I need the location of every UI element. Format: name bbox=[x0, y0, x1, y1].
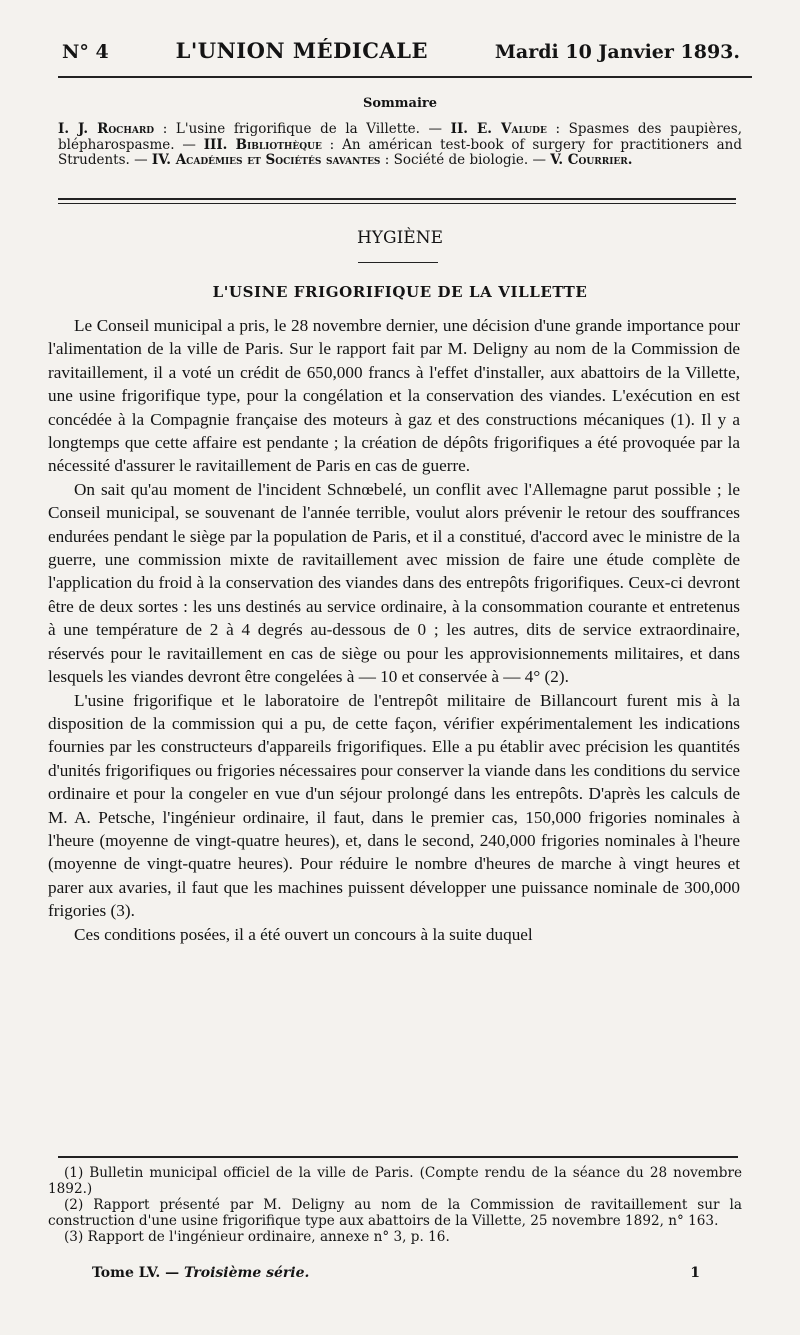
section-heading: HYGIÈNE bbox=[356, 228, 444, 248]
volume-label: Tome LV. — bbox=[92, 1265, 184, 1281]
footnote: (3) Rapport de l'ingénieur ordinaire, annexe n° 3, p. 16. bbox=[64, 1229, 450, 1245]
sommaire-title: Sommaire bbox=[362, 96, 438, 111]
page-number: 1 bbox=[690, 1265, 700, 1281]
sommaire-item4-label: IV. Académies et Sociétés savantes bbox=[151, 152, 381, 168]
sommaire-item1-label: I. J. Rochard bbox=[58, 121, 155, 137]
issue-number: N° 4 bbox=[62, 41, 109, 63]
sommaire-item2-text: : Spasmes des paupières, blépharospasme. — bbox=[58, 121, 742, 153]
sommaire-item4-text: : Société de biologie. — bbox=[380, 152, 551, 168]
page-header bbox=[62, 38, 740, 68]
journal-title: L'UNION MÉDICALE bbox=[175, 38, 428, 63]
paragraph: Ces conditions posées, il a été ouvert un concours à la suite duquel bbox=[74, 924, 533, 944]
sommaire-item3-text: : An américan test-book of surgery for practitioners and Strudents. — bbox=[58, 136, 742, 168]
article-body bbox=[48, 314, 740, 946]
sommaire-item3-label: III. Bibliothèque bbox=[203, 136, 322, 153]
footnotes bbox=[48, 1165, 742, 1245]
paragraph: Le Conseil municipal a pris, le 28 novembre dernier, une décision d'une grande importance pour l'alimentation de la ville de Paris. Sur le rapport fait par M. Deligny au nom de la Commission de ravitaillement, il a voté un crédit de 650,000 francs à l'effet d'installer, aux abattoirs de la Villette, une usine frigorifique type, pour la congélation et la conservation des viandes. L'exécution en est concédée à la Compagnie française des moteurs à gaz et des constructions mécaniques (1). Il y a longtemps que cette affaire est pendante ; la création de dépôts frigorifiques a été provoquée par la nécessité d'assurer le ravitaillement de Paris en cas de guerre. bbox=[48, 316, 740, 476]
issue-date: Mardi 10 Janvier 1893. bbox=[494, 41, 740, 63]
footnote: (1) Bulletin municipal officiel de la ville de Paris. (Compte rendu de la séance du 28 novembre 1892.) bbox=[48, 1165, 742, 1197]
footnote-rule bbox=[58, 1156, 738, 1158]
footnote: (2) Rapport présenté par M. Deligny au nom de la Commission de ravitaillement sur la construction d'une usine frigorifique type aux abattoirs de la Villette, 25 novembre 1892, n° 163. bbox=[48, 1197, 742, 1229]
volume-series bbox=[92, 1265, 309, 1281]
paragraph: On sait qu'au moment de l'incident Schnœbelé, un conflit avec l'Allemagne parut possible ; le Conseil municipal, se souvenant de l'année terrible, voulut alors prévenir le retour des souffrances endurées pendant le siège par la population de Paris, et il a constitué, d'accord avec le ministre de la guerre, une commission mixte de ravitaillement avec mission de faire une étude complète de l'application du froid à la conservation des viandes dans des entrepôts frigorifiques. Ceux-ci devront être de deux sortes : les uns destinés au service ordinaire, à la consommation courante et entretenus à une température de 2 à 4 degrés au-dessous de 0 ; les autres, dits de service extraordinaire, réservés pour le ravitaillement en cas de siège ou pour les approvisionnements militaires, et dans lesquels les viandes devront être congelées à — 10 et conservée à — 4° (2). bbox=[48, 479, 740, 687]
section-rule bbox=[358, 262, 438, 263]
sommaire-item1-text: : L'usine frigorifique de la Villette. — bbox=[154, 121, 451, 137]
sommaire-item5-label: V. Courrier. bbox=[550, 152, 633, 168]
sommaire-item2-label: II. E. Valude bbox=[450, 121, 547, 137]
article-title: L'USINE FRIGORIFIQUE DE LA VILLETTE bbox=[212, 283, 588, 301]
sommaire-rule-bottom bbox=[58, 203, 736, 204]
sommaire-rule-top bbox=[58, 198, 736, 200]
paragraph: L'usine frigorifique et le laboratoire de l'entrepôt militaire de Billancourt furent mis à la disposition de la commission qui a pu, de cette façon, vérifier expérimentalement les indications fournies par les constructeurs d'appareils frigorifiques. Elle a pu établir avec précision les quantités d'unités frigorifiques ou frigories nécessaires pour conserver la viande dans les conditions du service ordinaire et pour la congeler en vue d'un séjour prolongé dans les entrepôts. D'après les calculs de M. A. Petsche, l'ingénieur ordinaire, il faut, dans le premier cas, 150,000 frigories nominales à l'heure (moyenne de vingt-quatre heures), et, dans le second, 240,000 frigories nominales à l'heure (moyenne de vingt-quatre heures). Pour réduire le nombre d'heures de marche à vingt heures et parer aux avaries, il faut que les machines puissent développer une puissance nominale de 300,000 frigories (3). bbox=[48, 690, 740, 921]
sommaire-contents bbox=[58, 122, 742, 169]
header-rule bbox=[58, 76, 752, 78]
page-footer bbox=[92, 1265, 700, 1281]
series-label: Troisième série. bbox=[183, 1265, 310, 1281]
